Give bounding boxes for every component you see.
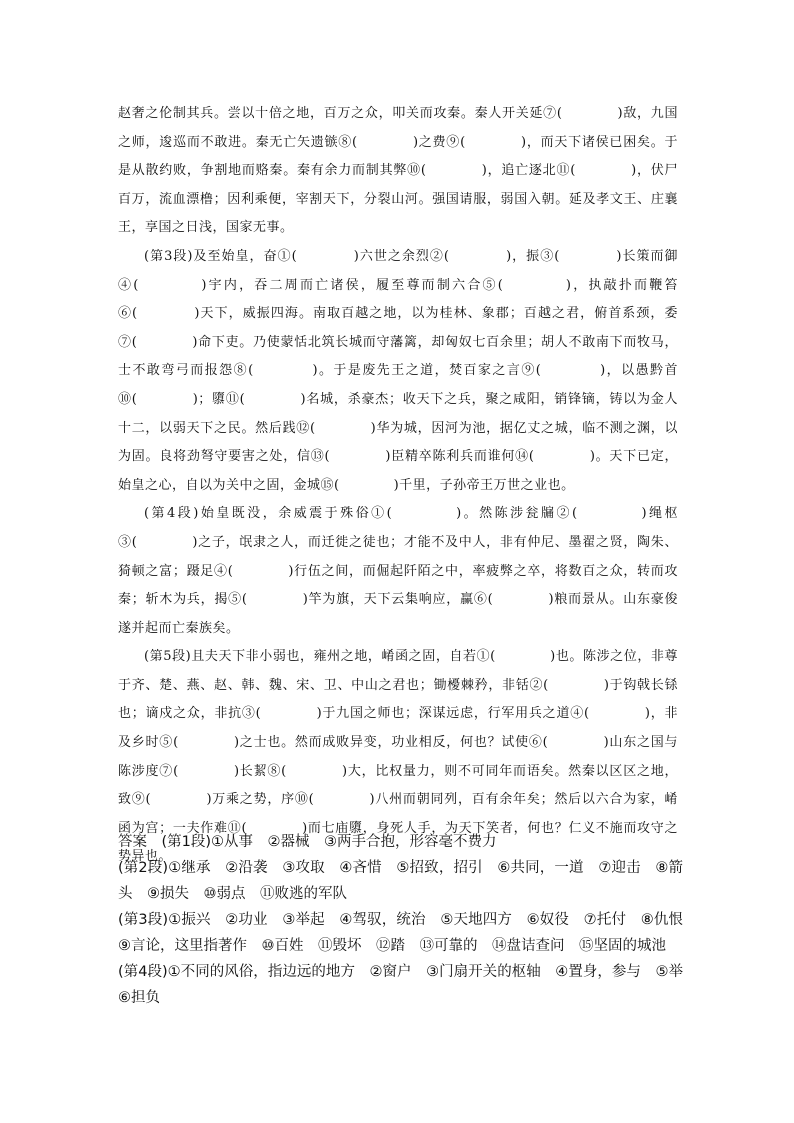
passage-paragraph-4: (第4段)始皇既没，余威震于殊俗①( )。然陈涉瓮牖②( )绳枢③( )之子，氓隶之人，而迁徙之徒也；才能不及中人，非有仲尼、墨翟之贤，陶朱、猗顿之富；蹑足④( )行伍之间，而倔起阡陌之中，率疲弊之卒，将数百之众，转而攻秦；斩木为兵，揭⑤( )竿为旗，天下云集响应，赢⑥( )粮而景从。山东豪俊遂并起而亡秦族矣。	[118, 506, 678, 636]
answer-line-4: (第4段)①不同的风俗，指边远的地方 ②窗户 ③门扇开关的枢轴 ④置身，参与 ⑤举 ⑥担负	[118, 964, 698, 1006]
passage-paragraph-2-continued: 赵奢之伦制其兵。尝以十倍之地，百万之众，叩关而攻秦。秦人开关延⑦( )敌，九国之师，逡巡而不敢进。秦无亡矢遗镞⑧( )之费⑨( )，而天下诸侯已困矣。于是从散约败，争割地而赂秦。秦有余力而制其弊⑩( )，追亡逐北⑪( )，伏尸百万，流血漂橹；因利乘便，宰割天下，分裂山河。强国请服，弱国入朝。延及孝文王、庄襄王，享国之日浅，国家无事。	[118, 106, 678, 236]
answer-line-3: (第3段)①振兴 ②功业 ③举起 ④驾驭，统治 ⑤天地四方 ⑥奴役 ⑦托付 ⑧仇恨 ⑨言论，这里指著作 ⑩百姓 ⑪毁坏 ⑫踏 ⑬可靠的 ⑭盘诘查问 ⑮坚固的城池	[118, 912, 698, 954]
passage-paragraph-5: (第5段)且夫天下非小弱也，雍州之地，崤函之固，自若①( )也。陈涉之位，非尊于齐、楚、燕、赵、韩、魏、宋、卫、中山之君也；锄櫌棘矜，非铦②( )于钩戟长铩也；谪戍之众，非抗③( )于九国之师也；深谋远虑，行军用兵之道④( )，非及乡时⑤( )之士也。然而成败异变，功业相反，何也？试使⑥( )山东之国与陈涉度⑦( )长絜⑧( )大，比权量力，则不可同年而语矣。然秦以区区之地，致⑨( )万乘之势，序⑩( )八州而朝同列，百有余年矣；然后以六合为家，崤函为宫；一夫作难⑪( )而七庙隳，身死人手，为天下笑者，何也？仁义不施而攻守之势异也。	[118, 649, 678, 865]
answer-line-1: 答案 (第1段)①从事 ②器械 ③两手合抱，形容毫不费力	[118, 834, 497, 850]
answer-section	[118, 829, 698, 1011]
answer-line-2: (第2段)①继承 ②沿袭 ③攻取 ④吝惜 ⑤招致，招引 ⑥共同，一道 ⑦迎击 ⑧箭头 ⑨损失 ⑩弱点 ⑪败逃的军队	[118, 860, 683, 902]
passage-paragraph-3: (第3段)及至始皇，奋①( )六世之余烈②( )，振③( )长策而御④( )宇内，吞二周而亡诸侯，履至尊而制六合⑤( )，执敲扑而鞭笞⑥( )天下，威振四海。南取百越之地，以为桂林、象郡；百越之君，俯首系颈，委⑦( )命下吏。乃使蒙恬北筑长城而守藩篱，却匈奴七百余里；胡人不敢南下而牧马，士不敢弯弓而报怨⑧( )。于是废先王之道，焚百家之言⑨( )，以愚黔首⑩( )；隳⑪( )名城，杀豪杰；收天下之兵，聚之咸阳，销锋镝，铸以为金人十二，以弱天下之民。然后践⑫( )华为城，因河为池，据亿丈之城，临不测之渊，以为固。良将劲弩守要害之处，信⑬( )臣精卒陈利兵而谁何⑭( )。天下已定，始皇之心，自以为关中之固，金城⑮( )千里，子孙帝王万世之业也。	[118, 248, 678, 493]
classical-passage	[118, 100, 678, 872]
